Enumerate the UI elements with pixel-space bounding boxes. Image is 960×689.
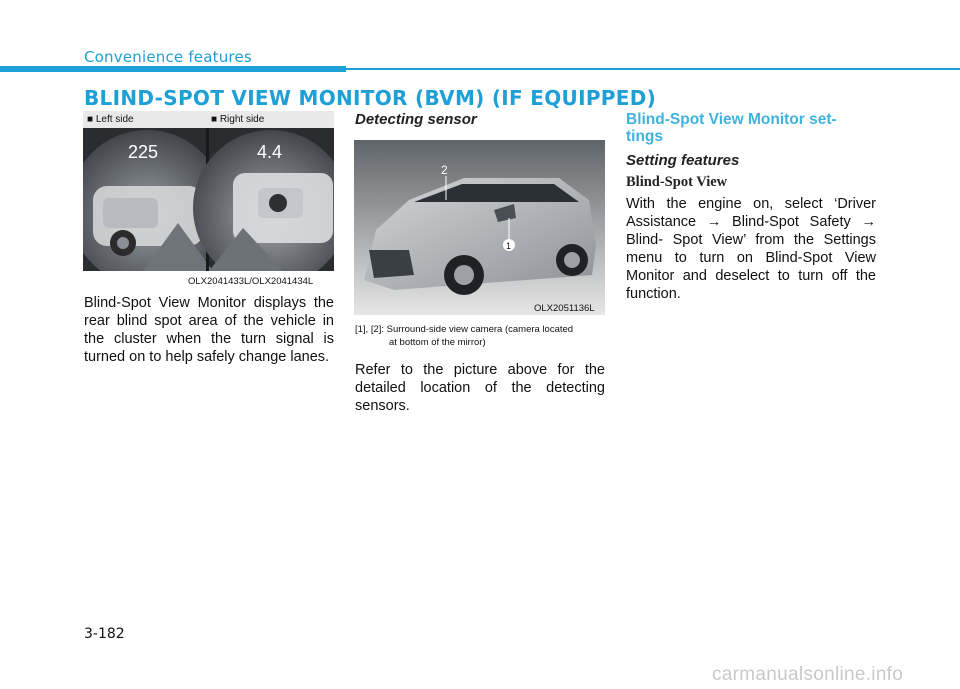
settings-heading: Blind-Spot View Monitor set- tings xyxy=(626,111,837,145)
section-label: Convenience features xyxy=(84,48,252,66)
watermark: carmanualsonline.info xyxy=(712,664,904,685)
blind-spot-view-heading: Blind-Spot View xyxy=(626,174,728,190)
setting-features-heading: Setting features xyxy=(626,152,740,169)
image-code-bvm: OLX2041433L/OLX2041434L xyxy=(188,276,314,287)
page-title: BLIND-SPOT VIEW MONITOR (BVM) (IF EQUIPPED) xyxy=(84,86,657,110)
left-speed-readout: 225 xyxy=(128,142,159,162)
sensor-note-line1: [1], [2]: Surround-side view camera (camera located xyxy=(355,324,574,335)
bvm-description: Blind-Spot View Monitor displays the rear blind spot area of the vehicle in the cluster when the turn signal is turned on to help safely change lanes. xyxy=(84,295,334,365)
settings-description: With the engine on, select ‘Driver Assistance → Blind-Spot Safety → Blind- Spot View’ from the Settings menu to turn on Blind-Spot View Monitor and deselect to turn off the function. xyxy=(626,196,876,302)
sensor-description: Refer to the picture above for the detailed location of the detecting sensors. xyxy=(355,362,605,414)
image-code-car: OLX2051136L xyxy=(534,303,595,314)
vehicle-sensor-image xyxy=(354,140,605,315)
bvm-cluster-image xyxy=(83,128,334,271)
image-caption-bar xyxy=(83,111,334,128)
right-speed-readout: 4.4 xyxy=(257,142,283,162)
callout-1-label: 1 xyxy=(506,241,512,251)
callout-2-label: 2 xyxy=(441,163,448,177)
page-number: 3-182 xyxy=(84,626,125,642)
caption-left-side: ■ Left side xyxy=(87,114,134,125)
detecting-sensor-heading: Detecting sensor xyxy=(355,111,477,128)
sensor-note-line2: at bottom of the mirror) xyxy=(389,337,486,348)
header-rule-thin xyxy=(346,68,960,70)
caption-right-side: ■ Right side xyxy=(211,114,265,125)
sensor-note xyxy=(355,323,605,349)
header-rule-thick xyxy=(0,66,346,72)
